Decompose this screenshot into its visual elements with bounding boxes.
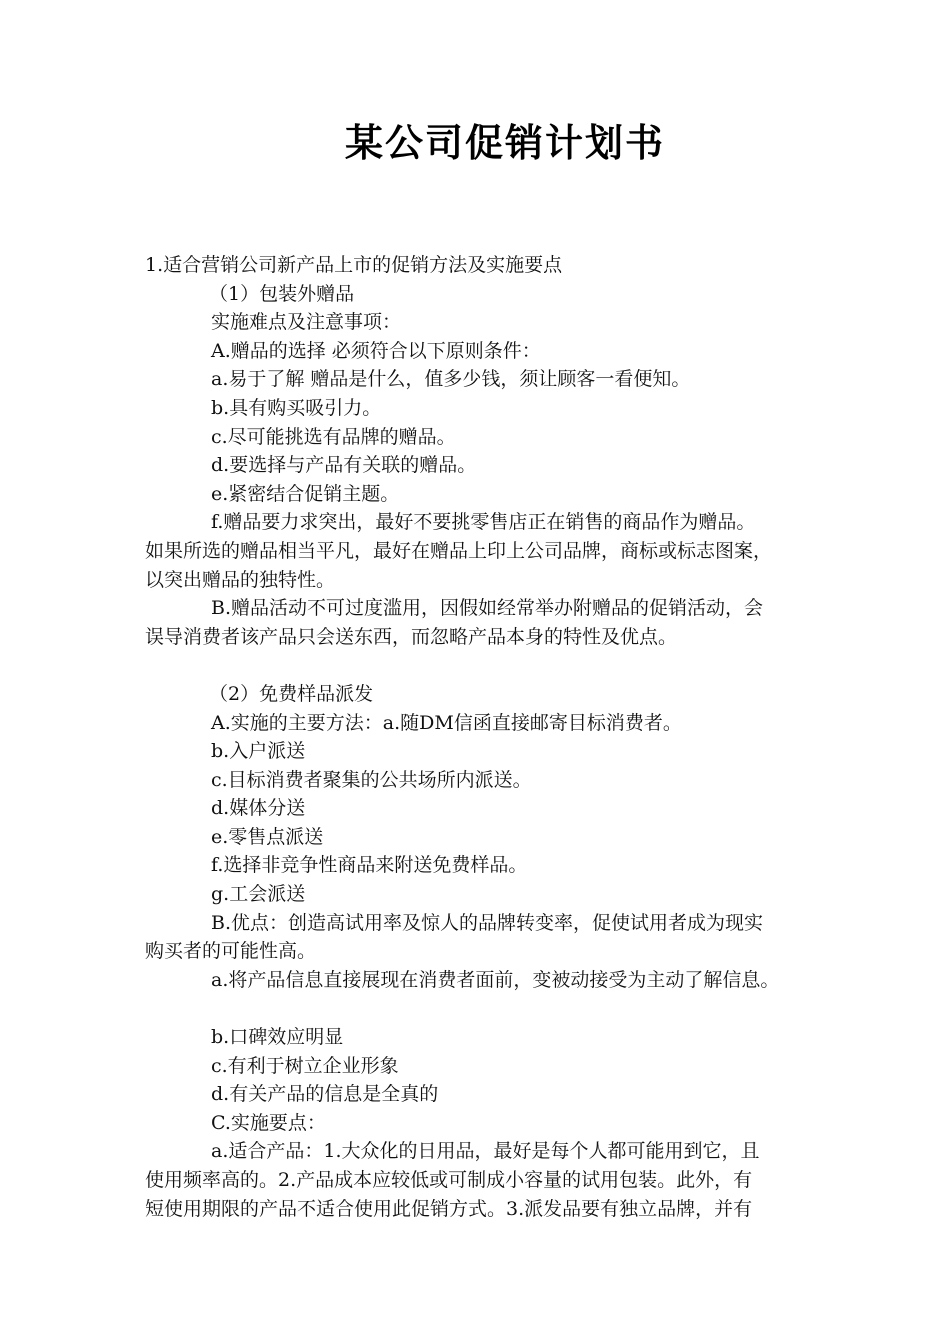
section-heading: 1.适合营销公司新产品上市的促销方法及实施要点 [145,254,563,276]
list-item: g.工会派送 [211,883,306,906]
paragraph-line: 购买者的可能性高。 [145,940,317,963]
list-item: f.选择非竞争性商品来附送免费样品。 [211,854,528,877]
paragraph-line: 实施难点及注意事项： [211,311,402,334]
list-item: d.媒体分送 [211,797,306,820]
document-title: 某公司促销计划书 [344,120,665,165]
list-item: a.适合产品：1.大众化的日用品，最好是每个人都可能用到它，且 [211,1140,760,1163]
list-item: d.有关产品的信息是全真的 [211,1083,439,1106]
blank-line [145,651,865,680]
paragraph-line: C.实施要点： [211,1111,326,1134]
blank-line [145,994,865,1023]
list-item: e.紧密结合促销主题。 [211,482,400,505]
paragraph-line: A.实施的主要方法：a.随DM信函直接邮寄目标消费者。 [211,711,682,734]
paragraph-line: 短使用期限的产品不适合使用此促销方式。3.派发品要有独立品牌，并有 [145,1197,753,1220]
paragraph-line: B.赠品活动不可过度滥用，因假如经常举办附赠品的促销活动，会 [211,597,764,620]
subsection-heading: （1）包装外赠品 [209,282,355,305]
paragraph-line: 以突出赠品的独特性。 [145,568,336,591]
list-item: b.具有购买吸引力。 [211,396,382,419]
document-body [145,251,865,1223]
list-item: d.要选择与产品有关联的赠品。 [211,454,477,477]
list-item: f.赠品要力求突出，最好不要挑零售店正在销售的商品作为赠品。 [211,511,756,534]
list-item: c.尽可能挑选有品牌的赠品。 [211,425,456,448]
subsection-heading: （2）免费样品派发 [209,682,374,705]
paragraph-line: 如果所选的赠品相当平凡，最好在赠品上印上公司品牌，商标或标志图案， [145,539,773,562]
paragraph-line: 误导消费者该产品只会送东西，而忽略产品本身的特性及优点。 [145,625,678,648]
paragraph-line: 使用频率高的。2.产品成本应较低或可制成小容量的试用包装。此外，有 [145,1169,753,1191]
paragraph-line: B.优点：创造高试用率及惊人的品牌转变率，促使试用者成为现实 [211,911,764,934]
list-item: a.将产品信息直接展现在消费者面前，变被动接受为主动了解信息。 [211,968,780,991]
paragraph-line: A.赠品的选择 必须符合以下原则条件： [211,339,541,362]
list-item: c.有利于树立企业形象 [211,1054,399,1077]
list-item: e.零售点派送 [211,825,324,848]
list-item: b.入户派送 [211,740,306,763]
list-item: c.目标消费者聚集的公共场所内派送。 [211,768,532,791]
list-item: b.口碑效应明显 [211,1026,344,1049]
list-item: a.易于了解 赠品是什么，值多少钱，须让顾客一看便知。 [211,368,691,391]
